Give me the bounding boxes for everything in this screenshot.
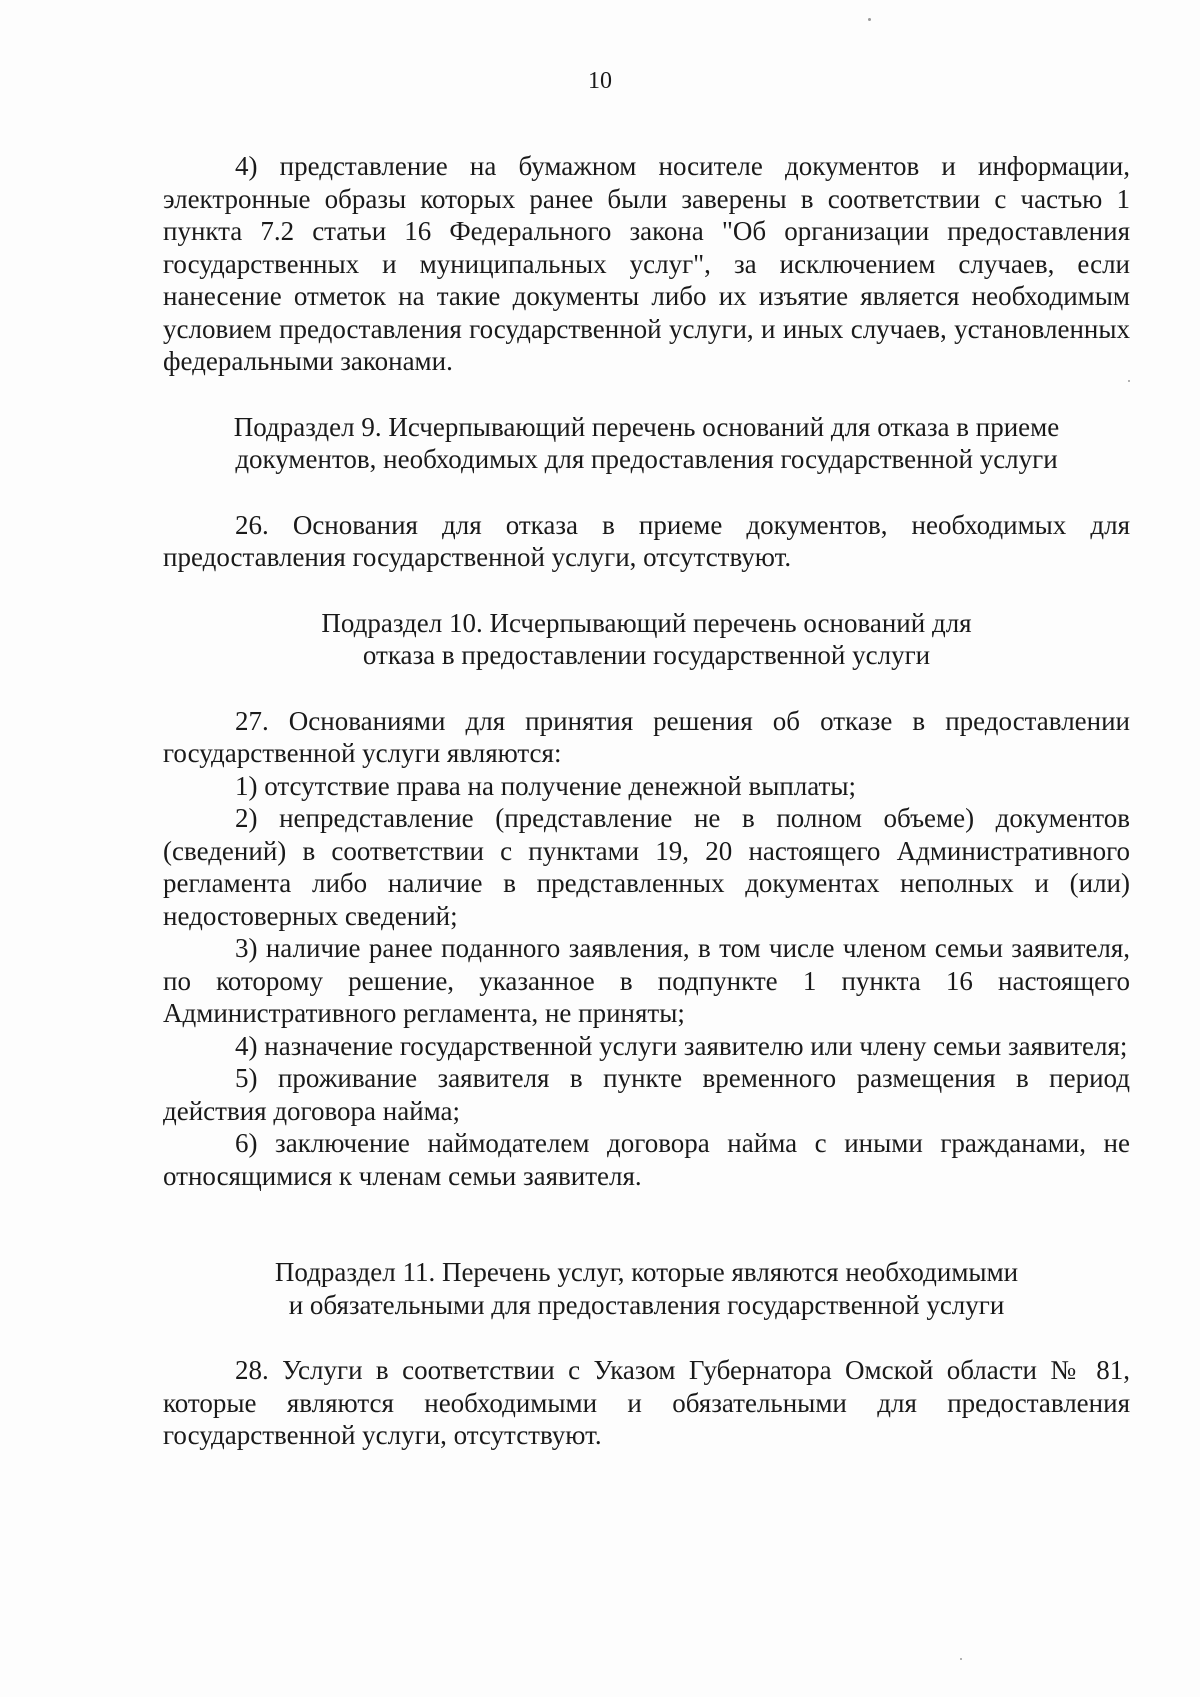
paragraph-27: 27. Основаниями для принятия решения об отказе в предоставлении государственной услуги являются: — [163, 705, 1130, 768]
paragraph-26: 26. Основания для отказа в приеме документов, необходимых для предоставления государственной услуги, отсутствуют. — [163, 509, 1130, 572]
spacer — [163, 476, 1130, 509]
paragraph-27-item-1: 1) отсутствие права на получение денежной выплаты; — [235, 770, 856, 801]
scan-speck — [960, 1658, 962, 1660]
scan-speck — [1128, 380, 1130, 382]
paragraph-27-item-2: 2) непредставление (представление не в полном объеме) документов (сведений) в соответствии с пунктами 19, 20 настоящего Административного регламента либо наличие в представленных документах неполных и (или) недостоверных сведений; — [163, 803, 1130, 931]
paragraph-item-4: 4) представление на бумажном носителе документов и информации, электронные образы которых ранее были заверены в соответствии с частью 1 пункта 7.2 статьи 16 Федерального закона "Об организации предоставления государственных и муниципальных услуг", за исключением случаев, если нанесение отметок на такие документы либо их изъятие является необходимым условием предоставления государственной услуги, и иных случаев, установленных федеральными законами. — [163, 151, 1130, 376]
scan-speck — [868, 18, 871, 21]
spacer — [163, 378, 1130, 411]
spacer — [163, 1321, 1130, 1354]
spacer — [163, 574, 1130, 607]
subsection-10-heading — [163, 607, 1130, 672]
subsection-10-heading-line-1: Подраздел 10. Исчерпывающий перечень оснований для — [321, 607, 972, 638]
paragraph-27-item-4: 4) назначение государственной услуги заявителю или члену семьи заявителя; — [235, 1030, 1128, 1061]
paragraph-28: 28. Услуги в соответствии с Указом Губернатора Омской области № 81, которые являются необходимыми и обязательными для предоставления государственной услуги, отсутствуют. — [163, 1355, 1130, 1450]
subsection-9-heading-line-1: Подраздел 9. Исчерпывающий перечень оснований для отказа в приеме — [233, 411, 1060, 442]
subsection-11-heading-line-2: и обязательными для предоставления государственной услуги — [288, 1289, 1005, 1320]
paragraph-27-item-3: 3) наличие ранее поданного заявления, в том числе членом семьи заявителя, по которому решение, указанное в подпункте 1 пункта 16 настоящего Административного регламента, не приняты; — [163, 933, 1130, 1028]
paragraph-27-item-6: 6) заключение наймодателем договора найма с иными гражданами, не относящимися к членам семьи заявителя. — [163, 1128, 1130, 1191]
subsection-11-heading-line-1: Подраздел 11. Перечень услуг, которые являются необходимыми — [274, 1257, 1019, 1287]
subsection-9-heading-line-2: документов, необходимых для предоставления государственной услуги — [235, 444, 1058, 474]
subsection-10-heading-line-2: отказа в предоставлении государственной услуги — [362, 640, 931, 670]
subsection-9-heading — [163, 411, 1130, 476]
document-body — [163, 150, 1130, 1452]
spacer — [163, 672, 1130, 705]
subsection-11-heading — [163, 1256, 1130, 1321]
spacer — [163, 1192, 1130, 1256]
page-number: 10 — [588, 68, 612, 94]
paragraph-27-item-5: 5) проживание заявителя в пункте временного размещения в период действия договора найма; — [163, 1063, 1130, 1126]
